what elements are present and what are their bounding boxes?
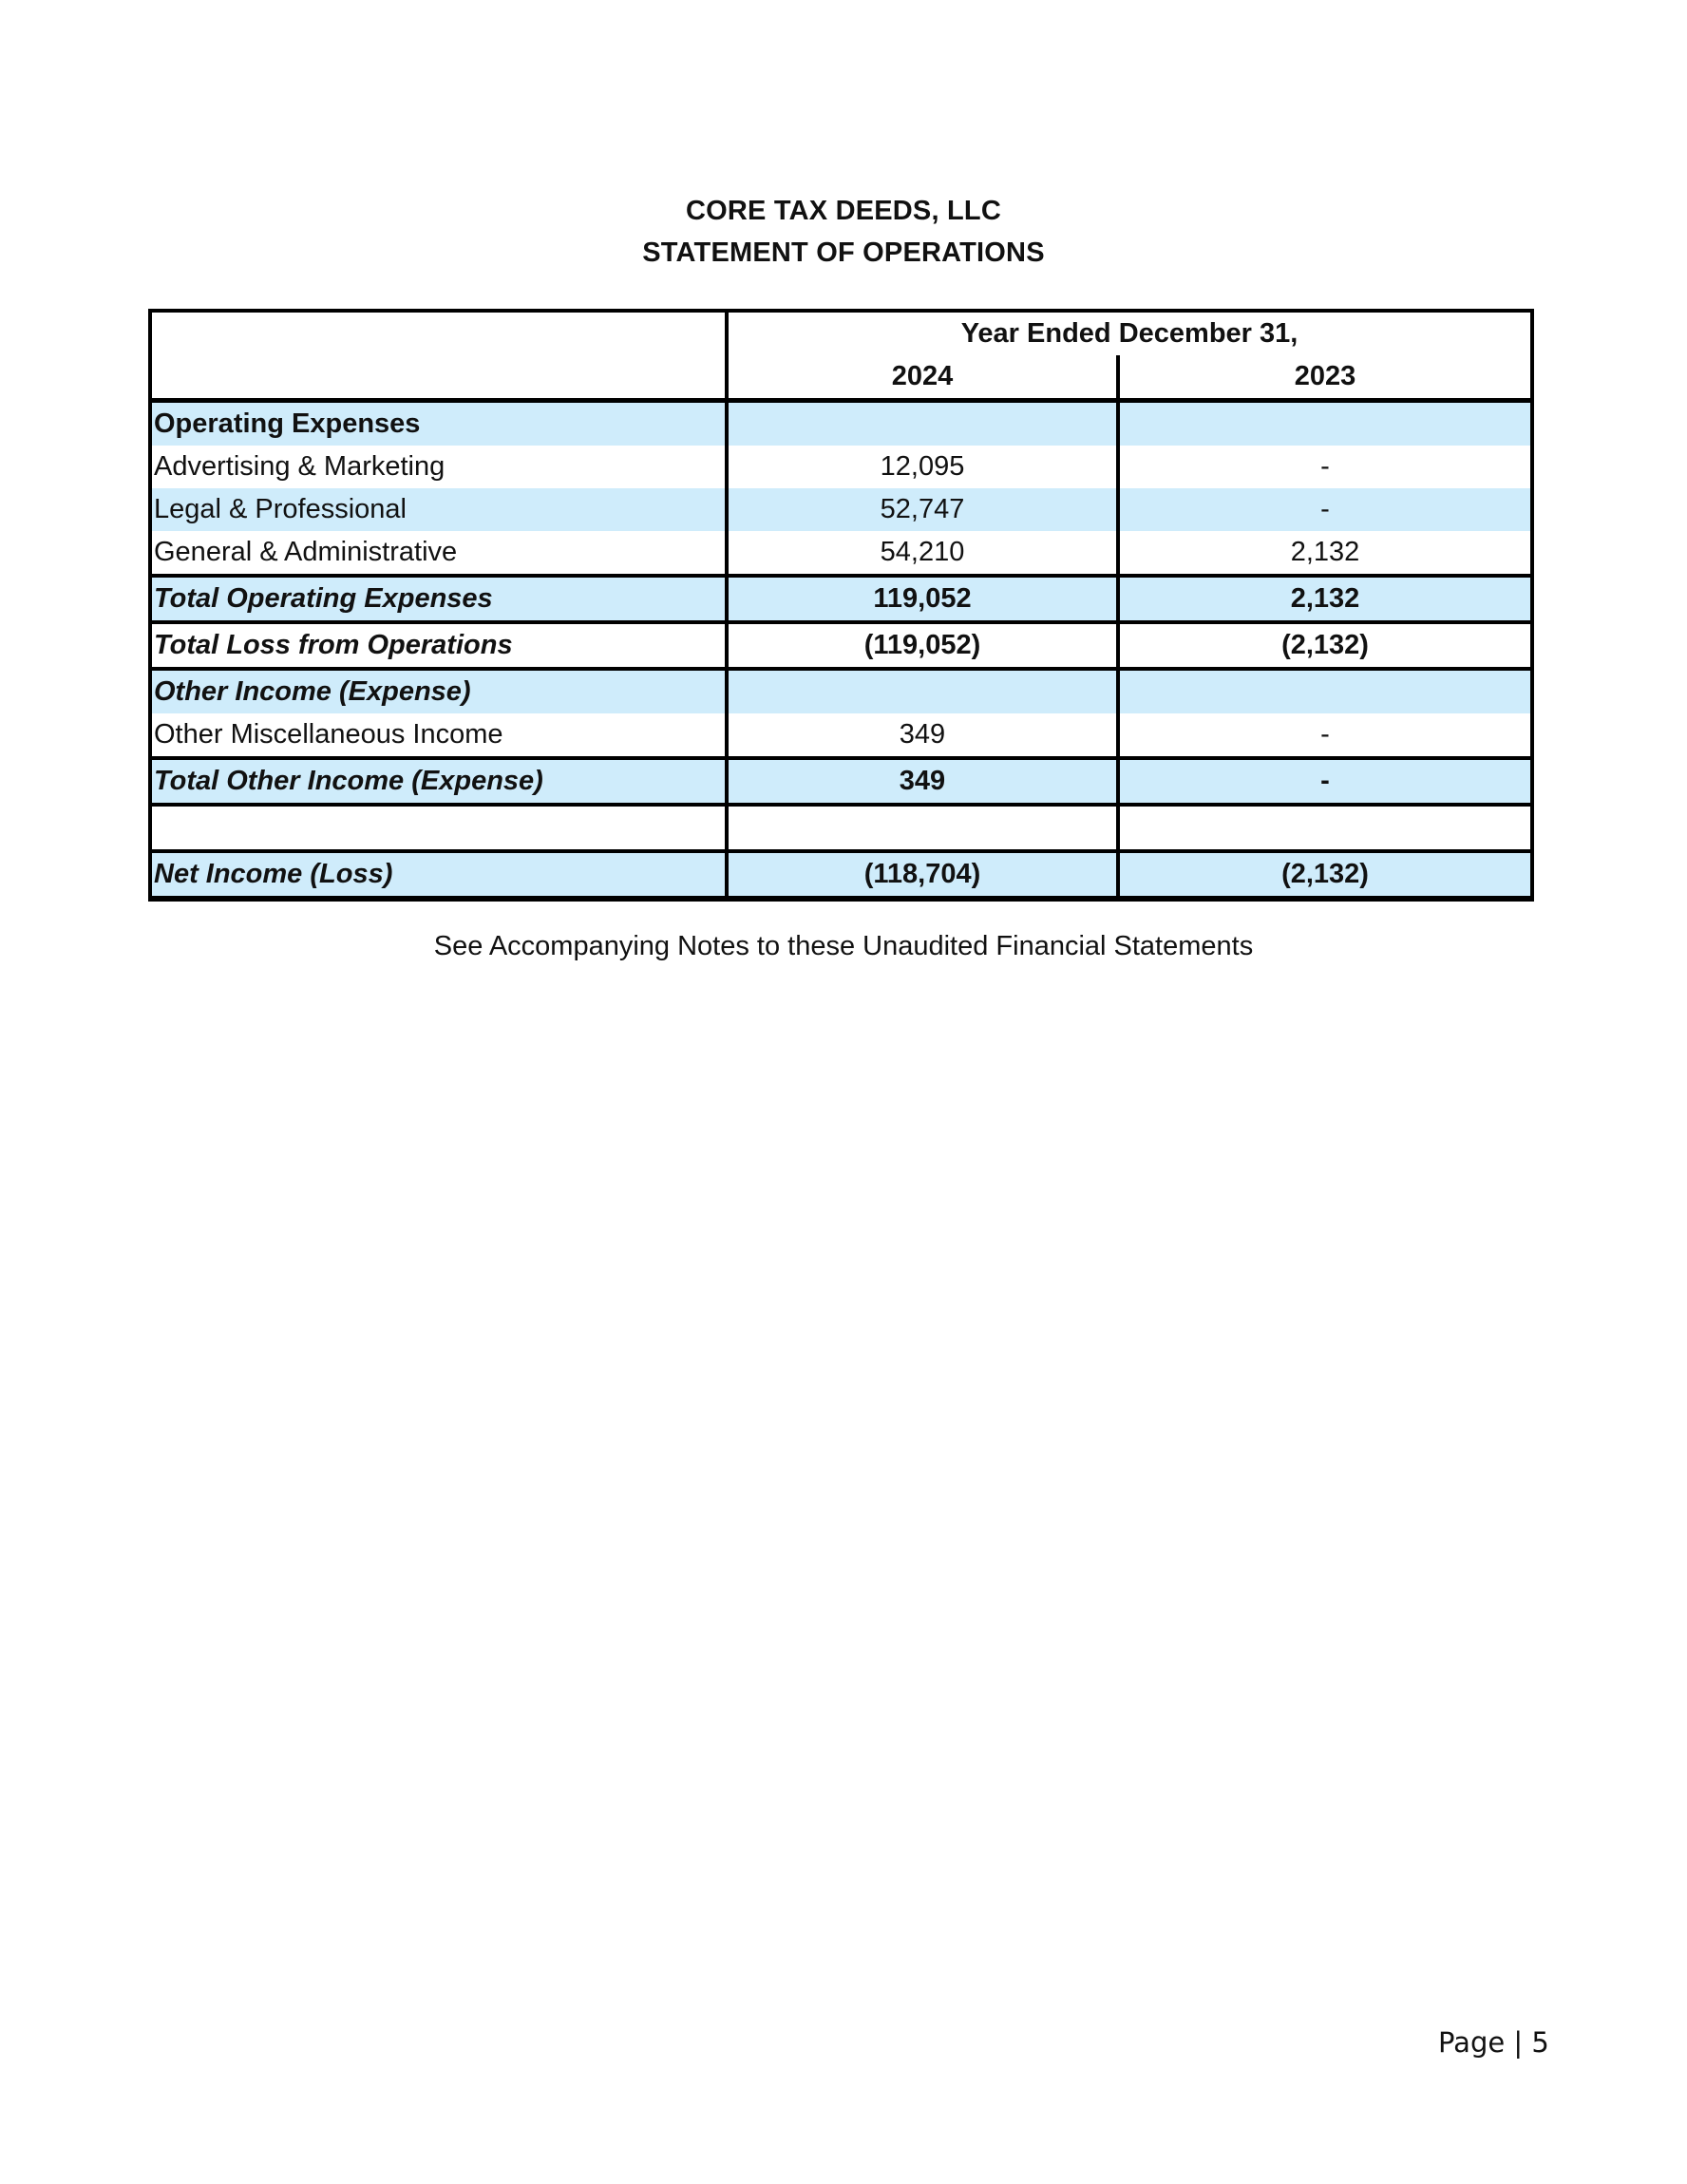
year-2024-header: 2024 <box>727 355 1118 401</box>
value-2024: 52,747 <box>727 488 1118 531</box>
spacer-cell <box>1118 805 1532 851</box>
other-income-heading-row <box>150 669 1532 713</box>
value-2024 <box>727 669 1118 713</box>
value-2024: 54,210 <box>727 531 1118 576</box>
row-label: Total Loss from Operations <box>150 622 727 669</box>
row-label: Total Other Income (Expense) <box>150 758 727 805</box>
total-operating-expenses-row <box>150 576 1532 622</box>
general-admin-row <box>150 531 1532 576</box>
row-label: Legal & Professional <box>150 488 727 531</box>
advertising-row <box>150 446 1532 488</box>
statement-of-operations-table <box>148 309 1534 902</box>
spacer-row <box>150 805 1532 851</box>
header-row-period <box>150 311 1532 355</box>
value-2024: 119,052 <box>727 576 1118 622</box>
value-2024: (119,052) <box>727 622 1118 669</box>
year-2023-header: 2023 <box>1118 355 1532 401</box>
legal-professional-row <box>150 488 1532 531</box>
footnote: See Accompanying Notes to these Unaudited Financial Statements <box>433 931 1254 961</box>
row-label: Net Income (Loss) <box>150 851 727 899</box>
spacer-cell <box>150 805 727 851</box>
row-label: Other Miscellaneous Income <box>150 713 727 758</box>
total-other-income-row <box>150 758 1532 805</box>
spacer-cell <box>727 805 1118 851</box>
row-label: Operating Expenses <box>150 401 727 446</box>
value-2023: 2,132 <box>1118 531 1532 576</box>
header-blank-cell <box>150 311 727 401</box>
net-income-row <box>150 851 1532 899</box>
value-2023: - <box>1118 488 1532 531</box>
value-2023: - <box>1118 758 1532 805</box>
period-label: Year Ended December 31, <box>727 311 1532 355</box>
value-2023 <box>1118 401 1532 446</box>
row-label: General & Administrative <box>150 531 727 576</box>
value-2024 <box>727 401 1118 446</box>
value-2023: (2,132) <box>1118 851 1532 899</box>
page-number: Page | 5 <box>1438 2026 1549 2059</box>
row-label: Advertising & Marketing <box>150 446 727 488</box>
other-misc-income-row <box>150 713 1532 758</box>
value-2024: 349 <box>727 713 1118 758</box>
value-2023: - <box>1118 713 1532 758</box>
value-2023: (2,132) <box>1118 622 1532 669</box>
statement-header <box>0 190 1687 274</box>
value-2024: 349 <box>727 758 1118 805</box>
value-2023: - <box>1118 446 1532 488</box>
company-name: CORE TAX DEEDS, LLC <box>686 196 1001 226</box>
row-label: Other Income (Expense) <box>150 669 727 713</box>
statement-title: STATEMENT OF OPERATIONS <box>642 237 1045 268</box>
total-loss-operations-row <box>150 622 1532 669</box>
value-2023 <box>1118 669 1532 713</box>
value-2023: 2,132 <box>1118 576 1532 622</box>
value-2024: (118,704) <box>727 851 1118 899</box>
operating-expenses-heading-row <box>150 401 1532 446</box>
value-2024: 12,095 <box>727 446 1118 488</box>
row-label: Total Operating Expenses <box>150 576 727 622</box>
